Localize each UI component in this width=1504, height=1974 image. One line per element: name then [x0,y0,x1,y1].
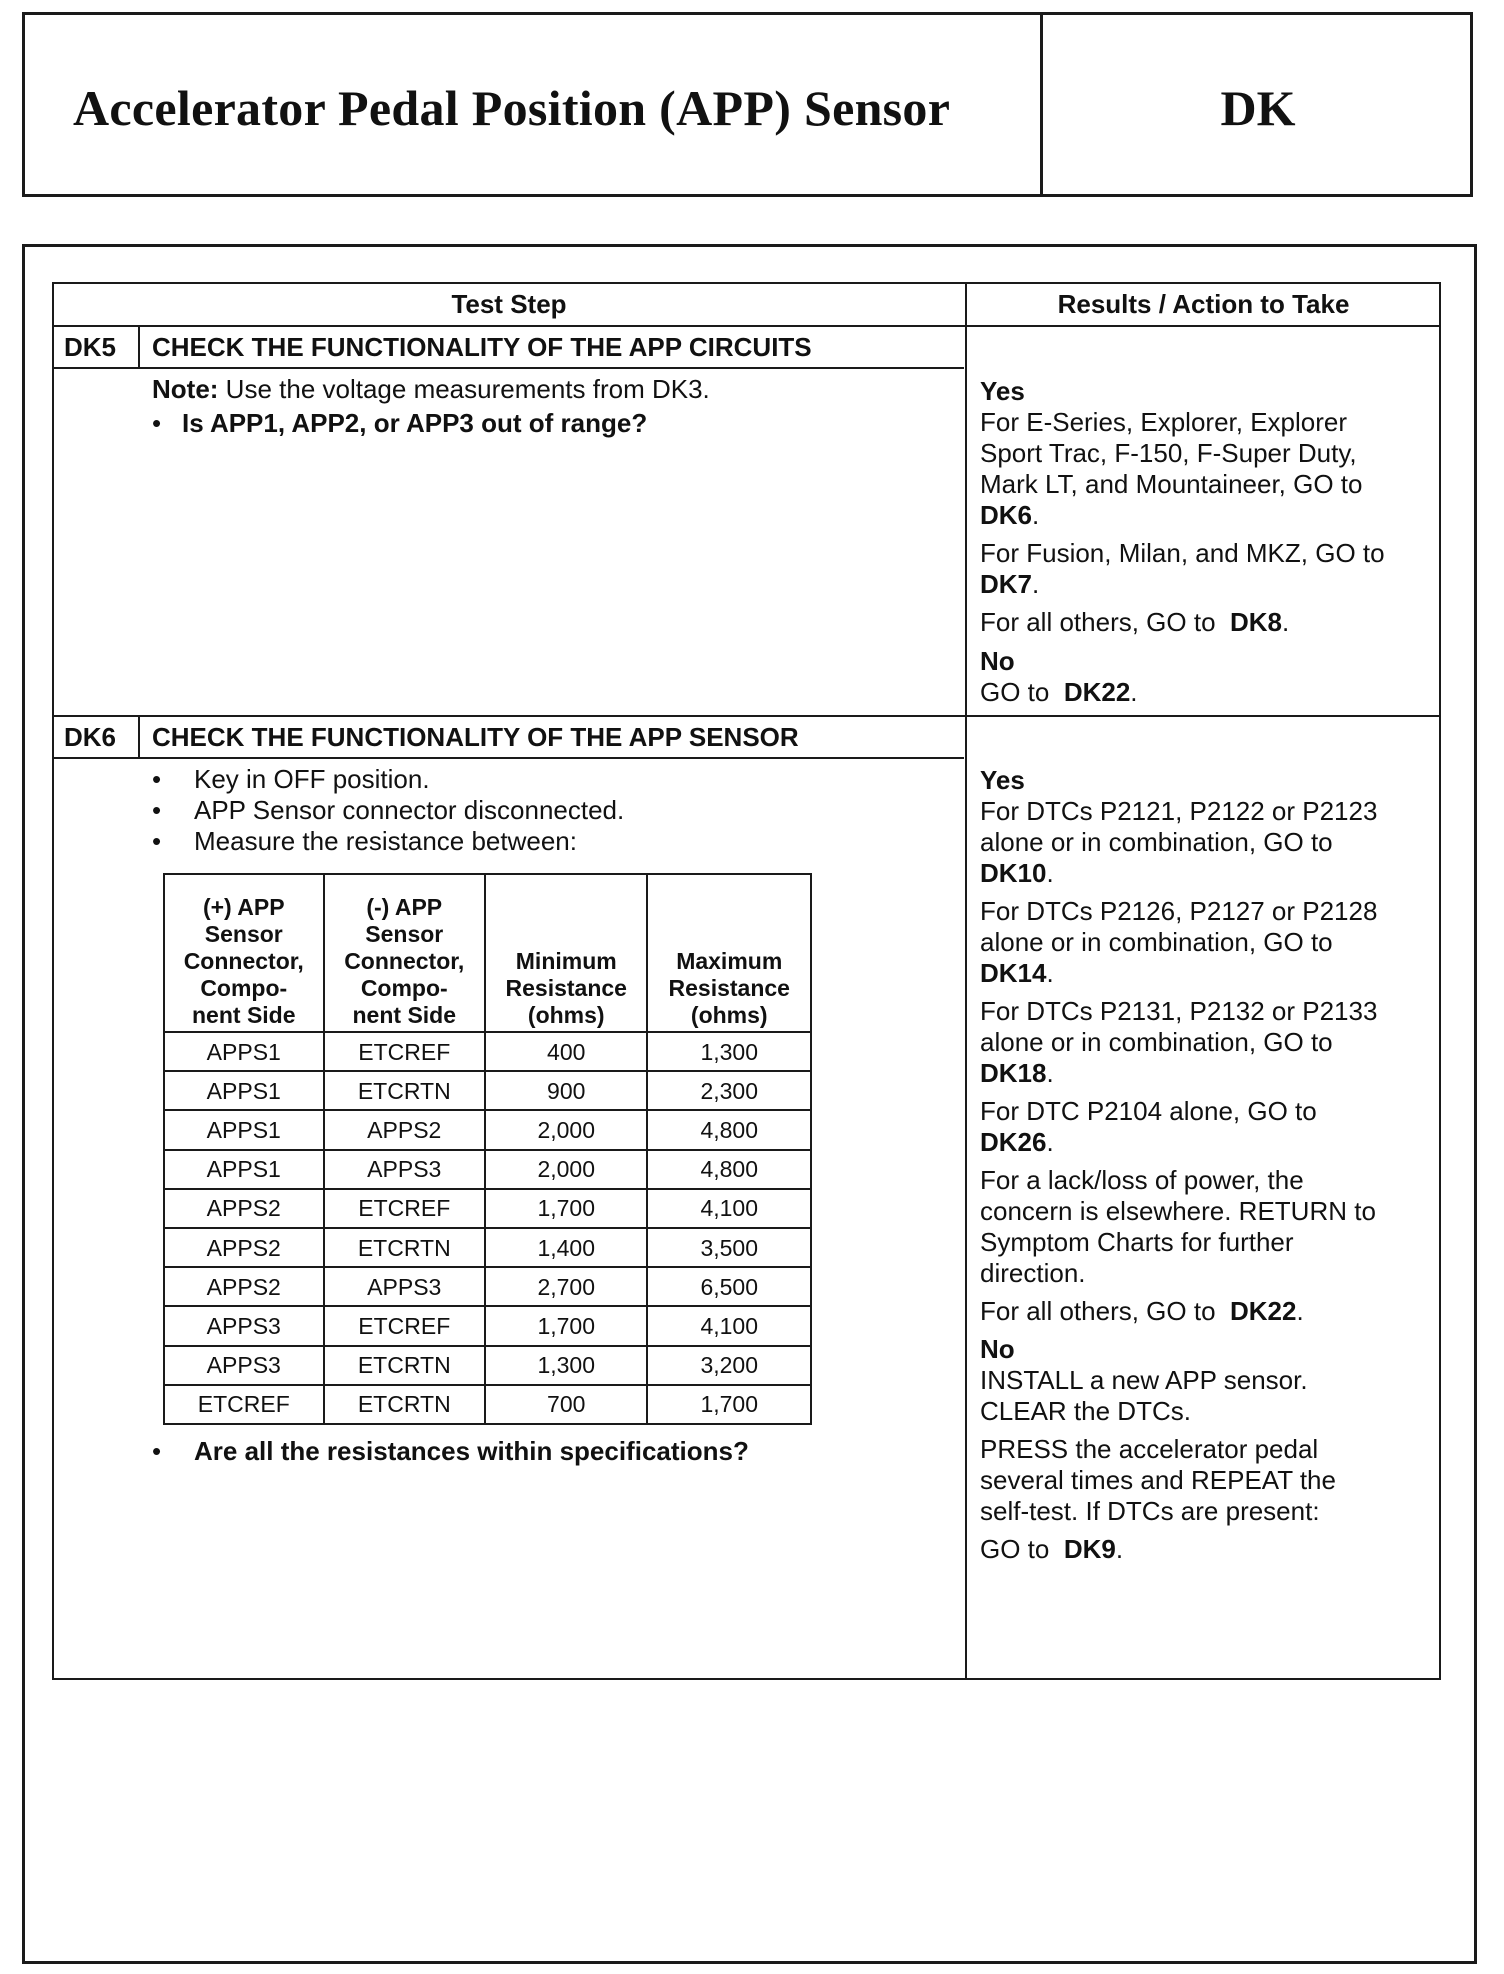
dk6-yes-line: alone or in combination, GO to [980,927,1333,957]
dk6-no-line: self-test. If DTCs are present: [980,1496,1320,1526]
table-body [164,1032,811,1424]
table-row [164,1267,811,1306]
dk6-yes-goto: DK14. [980,958,1054,988]
bullet-icon: • [152,795,162,825]
dk6-step: Measure the resistance between: [194,826,577,856]
min-resistance-cell: 2,700 [485,1267,647,1306]
dk6-yes-goto: DK10. [980,858,1054,888]
max-resistance-cell: 4,100 [647,1189,811,1228]
min-resistance-cell: 900 [485,1071,647,1110]
plus-terminal-cell: APPS2 [164,1267,324,1306]
dk6-yes-line: For all others, GO to DK22. [980,1296,1304,1326]
dk5-yes-goto: DK7. [980,569,1040,599]
dk5-yes-line-text: For all others, GO to [980,607,1216,637]
dk6-yes-line: Symptom Charts for further [980,1227,1294,1257]
minus-terminal-cell: ETCRTN [324,1385,485,1424]
header-line: (+) APP [202,894,285,920]
header-line: Connector, [183,948,304,974]
dk6-yes-line: For DTCs P2121, P2122 or P2123 [980,796,1378,826]
dk5-yes-line: For all others, GO to DK8. [980,607,1290,637]
dk6-yes-line-text: For all others, GO to [980,1296,1216,1326]
dk5-no-label: No [980,646,1015,676]
bullet-icon: • [152,1436,162,1466]
plus-terminal-cell: APPS1 [164,1071,324,1110]
header-line: (-) APP [366,894,443,920]
minus-terminal-cell: ETCREF [324,1032,485,1071]
plus-terminal-cell: APPS1 [164,1150,324,1189]
dk6-yes-line: For a lack/loss of power, the [980,1165,1304,1195]
dk6-yes-line: For DTCs P2126, P2127 or P2128 [980,896,1378,926]
dk6-yes-line: alone or in combination, GO to [980,827,1333,857]
dk5-step-id: DK5 [64,332,117,362]
dk5-title-rule [54,367,964,369]
minus-terminal-cell: ETCRTN [324,1228,485,1267]
dk5-yes-line: Sport Trac, F-150, F-Super Duty, [980,438,1357,468]
minus-terminal-cell: APPS3 [324,1267,485,1306]
plus-terminal-cell: ETCREF [164,1385,324,1424]
dk5-yes-line: For Fusion, Milan, and MKZ, GO to [980,538,1385,568]
dk6-step: APP Sensor connector disconnected. [194,795,625,825]
dk6-no-line: CLEAR the DTCs. [980,1396,1191,1426]
minus-terminal-cell: ETCRTN [324,1346,485,1385]
dk5-id-divider [138,325,140,367]
max-resistance-cell: 4,800 [647,1150,811,1189]
dk5-goto-ref: DK22 [1063,677,1131,707]
dk5-goto-ref: DK7 [980,569,1033,599]
header-line: Compo- [200,975,288,1001]
dk6-goto-ref: DK9 [1063,1534,1116,1564]
dk6-yes-line: concern is elsewhere. RETURN to [980,1196,1376,1226]
table-row [164,1110,811,1149]
header-line: Resistance [668,975,790,1001]
minus-terminal-cell: ETCREF [324,1306,485,1345]
dk5-yes-line: Mark LT, and Mountaineer, GO to [980,469,1363,499]
column-header-results: Results / Action to Take [1057,289,1350,319]
dk6-yes-goto: DK18. [980,1058,1054,1088]
minus-terminal-cell: APPS2 [324,1110,485,1149]
min-resistance-cell: 2,000 [485,1150,647,1189]
table-row [164,1150,811,1189]
table-header-row [164,874,811,1032]
dk6-question: Are all the resistances within specifications? [194,1436,749,1466]
dk5-question: Is APP1, APP2, or APP3 out of range? [182,408,648,438]
plus-terminal-cell: APPS1 [164,1032,324,1071]
max-resistance-cell: 1,700 [647,1385,811,1424]
dk5-note-text: Use the voltage measurements from DK3. [225,374,710,404]
dk6-step: Key in OFF position. [194,764,430,794]
column-header-test-step: Test Step [451,289,567,319]
minus-terminal-cell: ETCRTN [324,1071,485,1110]
bullet-icon: • [152,826,162,856]
header-line: Resistance [505,975,627,1001]
min-resistance-cell: 1,700 [485,1189,647,1228]
dk6-no-line: PRESS the accelerator pedal [980,1434,1319,1464]
column-divider [965,284,967,1680]
min-resistance-cell: 1,400 [485,1228,647,1267]
dk5-no-line: GO to DK22. [980,677,1138,707]
dk5-note-label: Note: [152,374,219,404]
max-resistance-cell: 3,500 [647,1228,811,1267]
dk6-id-divider [138,715,140,757]
header-line: (ohms) [527,1002,605,1028]
page-title: Accelerator Pedal Position (APP) Sensor [73,80,951,136]
dk5-step-title: CHECK THE FUNCTIONALITY OF THE APP CIRCUITS [152,332,812,362]
min-resistance-cell: 700 [485,1385,647,1424]
dk5-no-text: GO to [980,677,1050,707]
dk6-no-line: GO to DK9. [980,1534,1124,1564]
table-row [164,1385,811,1424]
max-resistance-cell: 3,200 [647,1346,811,1385]
table-row [164,1071,811,1110]
dk6-yes-label: Yes [980,765,1025,795]
dk6-no-text: GO to [980,1534,1050,1564]
dk6-goto-ref: DK18 [980,1058,1047,1088]
dk6-yes-line: direction. [980,1258,1086,1288]
header-minus-connector [324,874,485,1032]
header-line: Sensor [204,921,283,947]
table-row [164,1189,811,1228]
max-resistance-cell: 2,300 [647,1071,811,1110]
dk6-title-rule [54,757,964,759]
dk5-goto-ref: DK6 [980,500,1033,530]
min-resistance-cell: 1,700 [485,1306,647,1345]
header-line: Sensor [365,921,444,947]
header-line: nent Side [352,1002,457,1028]
dk5-yes-goto: DK6. [980,500,1040,530]
header-line: Compo- [360,975,448,1001]
dk6-goto-ref: DK14 [980,958,1047,988]
header-line: Maximum [676,948,783,974]
header-line: (ohms) [690,1002,768,1028]
bullet-icon: • [152,408,162,438]
table-row [164,1306,811,1345]
dk5-yes-label: Yes [980,376,1025,406]
plus-terminal-cell: APPS2 [164,1189,324,1228]
min-resistance-cell: 400 [485,1032,647,1071]
dk6-goto-ref: DK10 [980,858,1047,888]
plus-terminal-cell: APPS3 [164,1346,324,1385]
max-resistance-cell: 4,800 [647,1110,811,1149]
header-rule [54,325,1441,327]
header-line: Minimum [515,948,617,974]
plus-terminal-cell: APPS1 [164,1110,324,1149]
dk6-no-line: INSTALL a new APP sensor. [980,1365,1308,1395]
max-resistance-cell: 6,500 [647,1267,811,1306]
table-row [164,1228,811,1267]
header-min-resistance [485,874,647,1032]
max-resistance-cell: 4,100 [647,1306,811,1345]
dk6-yes-line: alone or in combination, GO to [980,1027,1333,1057]
dk5-bottom-rule [54,715,1441,717]
table-row [164,1346,811,1385]
header-max-resistance [647,874,811,1032]
min-resistance-cell: 2,000 [485,1110,647,1149]
header-line: nent Side [192,1002,296,1028]
dk5-note [152,374,710,405]
dk6-goto-ref: DK22 [1229,1296,1297,1326]
dk5-goto-ref: DK8 [1229,607,1282,637]
max-resistance-cell: 1,300 [647,1032,811,1071]
dk6-step-id: DK6 [64,722,117,752]
dk6-yes-line: For DTCs P2131, P2132 or P2133 [980,996,1378,1026]
plus-terminal-cell: APPS2 [164,1228,324,1267]
section-code: DK [1220,80,1296,136]
dk5-yes-line: For E-Series, Explorer, Explorer [980,407,1348,437]
table-row [164,1032,811,1071]
header-line: Connector, [344,948,465,974]
dk6-yes-line: For DTC P2104 alone, GO to [980,1096,1317,1126]
dk6-yes-goto: DK26. [980,1127,1054,1157]
dk6-no-line: several times and REPEAT the [980,1465,1336,1495]
header-plus-connector [164,874,324,1032]
bullet-icon: • [152,764,162,794]
minus-terminal-cell: ETCREF [324,1189,485,1228]
resistance-spec-table [163,873,812,1425]
header-box [22,12,1473,197]
plus-terminal-cell: APPS3 [164,1306,324,1345]
minus-terminal-cell: APPS3 [324,1150,485,1189]
dk6-step-title: CHECK THE FUNCTIONALITY OF THE APP SENSOR [152,722,799,752]
dk6-no-label: No [980,1334,1015,1364]
dk6-goto-ref: DK26 [980,1127,1047,1157]
min-resistance-cell: 1,300 [485,1346,647,1385]
